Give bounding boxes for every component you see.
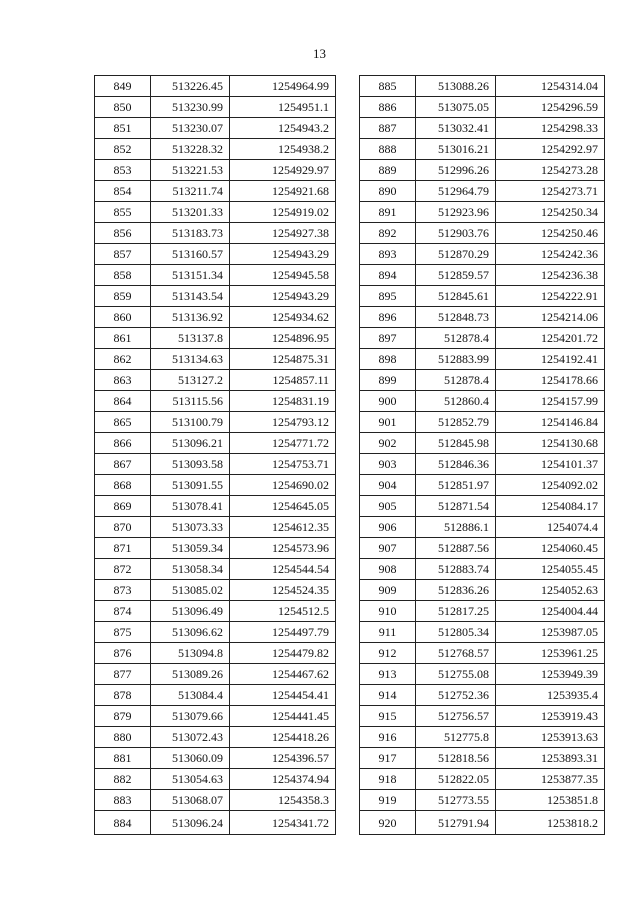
x-coordinate-cell: 513096.21 <box>151 433 230 454</box>
y-coordinate-cell: 1254831.19 <box>230 391 336 412</box>
x-coordinate-cell: 512752.36 <box>416 685 496 706</box>
x-coordinate-cell: 513226.45 <box>151 76 230 97</box>
point-number-cell: 897 <box>360 328 416 349</box>
table-row <box>95 517 336 538</box>
y-coordinate-cell: 1254101.37 <box>496 454 605 475</box>
point-number-cell: 891 <box>360 202 416 223</box>
point-number-cell: 903 <box>360 454 416 475</box>
x-coordinate-cell: 512886.1 <box>416 517 496 538</box>
y-coordinate-cell: 1253851.8 <box>496 790 605 811</box>
point-number-cell: 882 <box>95 769 151 790</box>
x-coordinate-cell: 512860.4 <box>416 391 496 412</box>
table-row <box>360 307 605 328</box>
point-number-cell: 869 <box>95 496 151 517</box>
table-row <box>360 580 605 601</box>
x-coordinate-cell: 513096.49 <box>151 601 230 622</box>
x-coordinate-cell: 512878.4 <box>416 328 496 349</box>
x-coordinate-cell: 513068.07 <box>151 790 230 811</box>
table-row <box>360 538 605 559</box>
y-coordinate-cell: 1254052.63 <box>496 580 605 601</box>
point-number-cell: 866 <box>95 433 151 454</box>
point-number-cell: 878 <box>95 685 151 706</box>
x-coordinate-cell: 512887.56 <box>416 538 496 559</box>
y-coordinate-cell: 1254929.97 <box>230 160 336 181</box>
point-number-cell: 881 <box>95 748 151 769</box>
y-coordinate-cell: 1254934.62 <box>230 307 336 328</box>
point-number-cell: 917 <box>360 748 416 769</box>
y-coordinate-cell: 1254467.62 <box>230 664 336 685</box>
x-coordinate-cell: 513143.54 <box>151 286 230 307</box>
point-number-cell: 865 <box>95 412 151 433</box>
table-row <box>95 580 336 601</box>
table-row <box>95 349 336 370</box>
point-number-cell: 885 <box>360 76 416 97</box>
point-number-cell: 918 <box>360 769 416 790</box>
y-coordinate-cell: 1254919.02 <box>230 202 336 223</box>
table-row <box>95 223 336 244</box>
table-row <box>360 664 605 685</box>
table-row <box>360 391 605 412</box>
table-row <box>360 433 605 454</box>
point-number-cell: 904 <box>360 475 416 496</box>
x-coordinate-cell: 513228.32 <box>151 139 230 160</box>
coordinate-table-body <box>95 76 336 835</box>
x-coordinate-cell: 513075.05 <box>416 97 496 118</box>
point-number-cell: 880 <box>95 727 151 748</box>
y-coordinate-cell: 1254004.44 <box>496 601 605 622</box>
x-coordinate-cell: 513085.02 <box>151 580 230 601</box>
y-coordinate-cell: 1254146.84 <box>496 412 605 433</box>
point-number-cell: 912 <box>360 643 416 664</box>
table-row <box>95 202 336 223</box>
point-number-cell: 876 <box>95 643 151 664</box>
coordinate-table-left <box>94 75 336 835</box>
y-coordinate-cell: 1254524.35 <box>230 580 336 601</box>
table-row <box>360 601 605 622</box>
y-coordinate-cell: 1254690.02 <box>230 475 336 496</box>
y-coordinate-cell: 1254074.4 <box>496 517 605 538</box>
x-coordinate-cell: 512822.05 <box>416 769 496 790</box>
point-number-cell: 875 <box>95 622 151 643</box>
x-coordinate-cell: 512870.29 <box>416 244 496 265</box>
x-coordinate-cell: 513016.21 <box>416 139 496 160</box>
point-number-cell: 877 <box>95 664 151 685</box>
table-row <box>95 790 336 811</box>
y-coordinate-cell: 1253893.31 <box>496 748 605 769</box>
y-coordinate-cell: 1254157.99 <box>496 391 605 412</box>
point-number-cell: 879 <box>95 706 151 727</box>
y-coordinate-cell: 1254250.34 <box>496 202 605 223</box>
table-row <box>360 517 605 538</box>
table-row <box>95 664 336 685</box>
point-number-cell: 871 <box>95 538 151 559</box>
point-number-cell: 852 <box>95 139 151 160</box>
table-row <box>95 97 336 118</box>
x-coordinate-cell: 513059.34 <box>151 538 230 559</box>
y-coordinate-cell: 1254964.99 <box>230 76 336 97</box>
x-coordinate-cell: 512996.26 <box>416 160 496 181</box>
y-coordinate-cell: 1254418.26 <box>230 727 336 748</box>
point-number-cell: 920 <box>360 811 416 835</box>
x-coordinate-cell: 512846.36 <box>416 454 496 475</box>
x-coordinate-cell: 513230.99 <box>151 97 230 118</box>
point-number-cell: 890 <box>360 181 416 202</box>
table-row <box>95 160 336 181</box>
table-row <box>95 559 336 580</box>
y-coordinate-cell: 1254497.79 <box>230 622 336 643</box>
point-number-cell: 899 <box>360 370 416 391</box>
y-coordinate-cell: 1254242.36 <box>496 244 605 265</box>
y-coordinate-cell: 1253919.43 <box>496 706 605 727</box>
point-number-cell: 905 <box>360 496 416 517</box>
x-coordinate-cell: 512768.57 <box>416 643 496 664</box>
table-row <box>95 433 336 454</box>
x-coordinate-cell: 513078.41 <box>151 496 230 517</box>
y-coordinate-cell: 1254771.72 <box>230 433 336 454</box>
table-row <box>95 727 336 748</box>
point-number-cell: 884 <box>95 811 151 835</box>
table-row <box>95 601 336 622</box>
table-row <box>360 76 605 97</box>
table-row <box>360 622 605 643</box>
table-row <box>360 265 605 286</box>
table-row <box>95 118 336 139</box>
y-coordinate-cell: 1254296.59 <box>496 97 605 118</box>
point-number-cell: 886 <box>360 97 416 118</box>
x-coordinate-cell: 513151.34 <box>151 265 230 286</box>
point-number-cell: 907 <box>360 538 416 559</box>
point-number-cell: 915 <box>360 706 416 727</box>
page-number: 13 <box>313 46 326 61</box>
table-row <box>95 76 336 97</box>
table-row <box>360 454 605 475</box>
point-number-cell: 888 <box>360 139 416 160</box>
x-coordinate-cell: 512755.08 <box>416 664 496 685</box>
point-number-cell: 849 <box>95 76 151 97</box>
x-coordinate-cell: 513100.79 <box>151 412 230 433</box>
point-number-cell: 908 <box>360 559 416 580</box>
point-number-cell: 911 <box>360 622 416 643</box>
y-coordinate-cell: 1254512.5 <box>230 601 336 622</box>
point-number-cell: 894 <box>360 265 416 286</box>
x-coordinate-cell: 512775.8 <box>416 727 496 748</box>
point-number-cell: 909 <box>360 580 416 601</box>
point-number-cell: 862 <box>95 349 151 370</box>
y-coordinate-cell: 1253987.05 <box>496 622 605 643</box>
y-coordinate-cell: 1253949.39 <box>496 664 605 685</box>
x-coordinate-cell: 513093.58 <box>151 454 230 475</box>
point-number-cell: 916 <box>360 727 416 748</box>
x-coordinate-cell: 512836.26 <box>416 580 496 601</box>
table-row <box>360 748 605 769</box>
y-coordinate-cell: 1253913.63 <box>496 727 605 748</box>
table-row <box>360 412 605 433</box>
x-coordinate-cell: 513032.41 <box>416 118 496 139</box>
y-coordinate-cell: 1254130.68 <box>496 433 605 454</box>
x-coordinate-cell: 512851.97 <box>416 475 496 496</box>
point-number-cell: 868 <box>95 475 151 496</box>
x-coordinate-cell: 513054.63 <box>151 769 230 790</box>
y-coordinate-cell: 1254222.91 <box>496 286 605 307</box>
table-row <box>95 391 336 412</box>
table-row <box>360 475 605 496</box>
table-row <box>95 244 336 265</box>
x-coordinate-cell: 512964.79 <box>416 181 496 202</box>
point-number-cell: 892 <box>360 223 416 244</box>
x-coordinate-cell: 512791.94 <box>416 811 496 835</box>
point-number-cell: 870 <box>95 517 151 538</box>
point-number-cell: 874 <box>95 601 151 622</box>
table-row <box>95 286 336 307</box>
y-coordinate-cell: 1254292.97 <box>496 139 605 160</box>
x-coordinate-cell: 513183.73 <box>151 223 230 244</box>
point-number-cell: 910 <box>360 601 416 622</box>
y-coordinate-cell: 1254753.71 <box>230 454 336 475</box>
x-coordinate-cell: 513221.53 <box>151 160 230 181</box>
table-row <box>95 769 336 790</box>
x-coordinate-cell: 512773.55 <box>416 790 496 811</box>
x-coordinate-cell: 512903.76 <box>416 223 496 244</box>
point-number-cell: 914 <box>360 685 416 706</box>
y-coordinate-cell: 1254544.54 <box>230 559 336 580</box>
table-row <box>360 244 605 265</box>
table-row <box>360 202 605 223</box>
table-row <box>95 454 336 475</box>
x-coordinate-cell: 512871.54 <box>416 496 496 517</box>
table-row <box>360 286 605 307</box>
table-row <box>95 139 336 160</box>
y-coordinate-cell: 1254573.96 <box>230 538 336 559</box>
table-row <box>360 118 605 139</box>
table-row <box>360 139 605 160</box>
x-coordinate-cell: 513079.66 <box>151 706 230 727</box>
x-coordinate-cell: 513201.33 <box>151 202 230 223</box>
table-row <box>95 307 336 328</box>
x-coordinate-cell: 513058.34 <box>151 559 230 580</box>
y-coordinate-cell: 1254374.94 <box>230 769 336 790</box>
x-coordinate-cell: 512923.96 <box>416 202 496 223</box>
y-coordinate-cell: 1254921.68 <box>230 181 336 202</box>
x-coordinate-cell: 512883.74 <box>416 559 496 580</box>
point-number-cell: 858 <box>95 265 151 286</box>
x-coordinate-cell: 512818.56 <box>416 748 496 769</box>
x-coordinate-cell: 512883.99 <box>416 349 496 370</box>
table-row <box>360 223 605 244</box>
point-number-cell: 906 <box>360 517 416 538</box>
table-row <box>95 706 336 727</box>
point-number-cell: 855 <box>95 202 151 223</box>
table-row <box>360 97 605 118</box>
point-number-cell: 859 <box>95 286 151 307</box>
y-coordinate-cell: 1254943.29 <box>230 244 336 265</box>
x-coordinate-cell: 513160.57 <box>151 244 230 265</box>
x-coordinate-cell: 512848.73 <box>416 307 496 328</box>
table-row <box>360 706 605 727</box>
point-number-cell: 919 <box>360 790 416 811</box>
point-number-cell: 851 <box>95 118 151 139</box>
y-coordinate-cell: 1253935.4 <box>496 685 605 706</box>
point-number-cell: 850 <box>95 97 151 118</box>
y-coordinate-cell: 1254612.35 <box>230 517 336 538</box>
y-coordinate-cell: 1254857.11 <box>230 370 336 391</box>
y-coordinate-cell: 1253961.25 <box>496 643 605 664</box>
y-coordinate-cell: 1254896.95 <box>230 328 336 349</box>
table-row <box>360 643 605 664</box>
y-coordinate-cell: 1254441.45 <box>230 706 336 727</box>
y-coordinate-cell: 1254396.57 <box>230 748 336 769</box>
coordinate-table-body <box>360 76 605 835</box>
point-number-cell: 913 <box>360 664 416 685</box>
x-coordinate-cell: 513073.33 <box>151 517 230 538</box>
table-row <box>95 265 336 286</box>
y-coordinate-cell: 1254479.82 <box>230 643 336 664</box>
point-number-cell: 902 <box>360 433 416 454</box>
table-row <box>360 160 605 181</box>
table-row <box>360 349 605 370</box>
x-coordinate-cell: 513060.09 <box>151 748 230 769</box>
table-row <box>360 370 605 391</box>
x-coordinate-cell: 512805.34 <box>416 622 496 643</box>
point-number-cell: 863 <box>95 370 151 391</box>
point-number-cell: 853 <box>95 160 151 181</box>
point-number-cell: 854 <box>95 181 151 202</box>
point-number-cell: 867 <box>95 454 151 475</box>
table-row <box>95 181 336 202</box>
y-coordinate-cell: 1253877.35 <box>496 769 605 790</box>
table-row <box>95 538 336 559</box>
table-row <box>95 475 336 496</box>
y-coordinate-cell: 1254178.66 <box>496 370 605 391</box>
point-number-cell: 900 <box>360 391 416 412</box>
x-coordinate-cell: 513084.4 <box>151 685 230 706</box>
x-coordinate-cell: 512852.79 <box>416 412 496 433</box>
table-row <box>95 328 336 349</box>
table-row <box>95 748 336 769</box>
point-number-cell: 898 <box>360 349 416 370</box>
table-row <box>360 790 605 811</box>
x-coordinate-cell: 513091.55 <box>151 475 230 496</box>
y-coordinate-cell: 1254201.72 <box>496 328 605 349</box>
y-coordinate-cell: 1254214.06 <box>496 307 605 328</box>
y-coordinate-cell: 1254454.41 <box>230 685 336 706</box>
table-row <box>360 727 605 748</box>
x-coordinate-cell: 512817.25 <box>416 601 496 622</box>
y-coordinate-cell: 1254358.3 <box>230 790 336 811</box>
y-coordinate-cell: 1254084.17 <box>496 496 605 517</box>
table-row <box>95 811 336 835</box>
y-coordinate-cell: 1254938.2 <box>230 139 336 160</box>
y-coordinate-cell: 1254341.72 <box>230 811 336 835</box>
table-row <box>95 496 336 517</box>
y-coordinate-cell: 1254060.45 <box>496 538 605 559</box>
y-coordinate-cell: 1254875.31 <box>230 349 336 370</box>
point-number-cell: 856 <box>95 223 151 244</box>
point-number-cell: 889 <box>360 160 416 181</box>
table-row <box>360 181 605 202</box>
point-number-cell: 883 <box>95 790 151 811</box>
y-coordinate-cell: 1254793.12 <box>230 412 336 433</box>
y-coordinate-cell: 1254645.05 <box>230 496 336 517</box>
coordinate-table-right <box>359 75 605 835</box>
point-number-cell: 861 <box>95 328 151 349</box>
table-row <box>360 328 605 349</box>
x-coordinate-cell: 512845.61 <box>416 286 496 307</box>
y-coordinate-cell: 1254314.04 <box>496 76 605 97</box>
x-coordinate-cell: 513137.8 <box>151 328 230 349</box>
y-coordinate-cell: 1254927.38 <box>230 223 336 244</box>
x-coordinate-cell: 513127.2 <box>151 370 230 391</box>
point-number-cell: 873 <box>95 580 151 601</box>
x-coordinate-cell: 513088.26 <box>416 76 496 97</box>
point-number-cell: 896 <box>360 307 416 328</box>
y-coordinate-cell: 1254943.2 <box>230 118 336 139</box>
x-coordinate-cell: 513115.56 <box>151 391 230 412</box>
point-number-cell: 901 <box>360 412 416 433</box>
y-coordinate-cell: 1254951.1 <box>230 97 336 118</box>
table-row <box>95 685 336 706</box>
x-coordinate-cell: 513089.26 <box>151 664 230 685</box>
point-number-cell: 895 <box>360 286 416 307</box>
x-coordinate-cell: 513136.92 <box>151 307 230 328</box>
point-number-cell: 887 <box>360 118 416 139</box>
x-coordinate-cell: 513072.43 <box>151 727 230 748</box>
table-row <box>360 769 605 790</box>
table-row <box>360 811 605 835</box>
x-coordinate-cell: 513230.07 <box>151 118 230 139</box>
table-row <box>360 559 605 580</box>
x-coordinate-cell: 513134.63 <box>151 349 230 370</box>
x-coordinate-cell: 513094.8 <box>151 643 230 664</box>
y-coordinate-cell: 1254055.45 <box>496 559 605 580</box>
table-row <box>95 412 336 433</box>
y-coordinate-cell: 1254273.71 <box>496 181 605 202</box>
x-coordinate-cell: 513096.62 <box>151 622 230 643</box>
y-coordinate-cell: 1254298.33 <box>496 118 605 139</box>
table-row <box>95 622 336 643</box>
y-coordinate-cell: 1253818.2 <box>496 811 605 835</box>
table-row <box>360 685 605 706</box>
x-coordinate-cell: 512756.57 <box>416 706 496 727</box>
x-coordinate-cell: 513096.24 <box>151 811 230 835</box>
y-coordinate-cell: 1254192.41 <box>496 349 605 370</box>
x-coordinate-cell: 512845.98 <box>416 433 496 454</box>
point-number-cell: 893 <box>360 244 416 265</box>
y-coordinate-cell: 1254092.02 <box>496 475 605 496</box>
point-number-cell: 864 <box>95 391 151 412</box>
y-coordinate-cell: 1254236.38 <box>496 265 605 286</box>
y-coordinate-cell: 1254943.29 <box>230 286 336 307</box>
y-coordinate-cell: 1254250.46 <box>496 223 605 244</box>
point-number-cell: 872 <box>95 559 151 580</box>
point-number-cell: 860 <box>95 307 151 328</box>
x-coordinate-cell: 513211.74 <box>151 181 230 202</box>
point-number-cell: 857 <box>95 244 151 265</box>
x-coordinate-cell: 512859.57 <box>416 265 496 286</box>
x-coordinate-cell: 512878.4 <box>416 370 496 391</box>
y-coordinate-cell: 1254945.58 <box>230 265 336 286</box>
y-coordinate-cell: 1254273.28 <box>496 160 605 181</box>
table-row <box>95 370 336 391</box>
table-row <box>360 496 605 517</box>
table-row <box>95 643 336 664</box>
